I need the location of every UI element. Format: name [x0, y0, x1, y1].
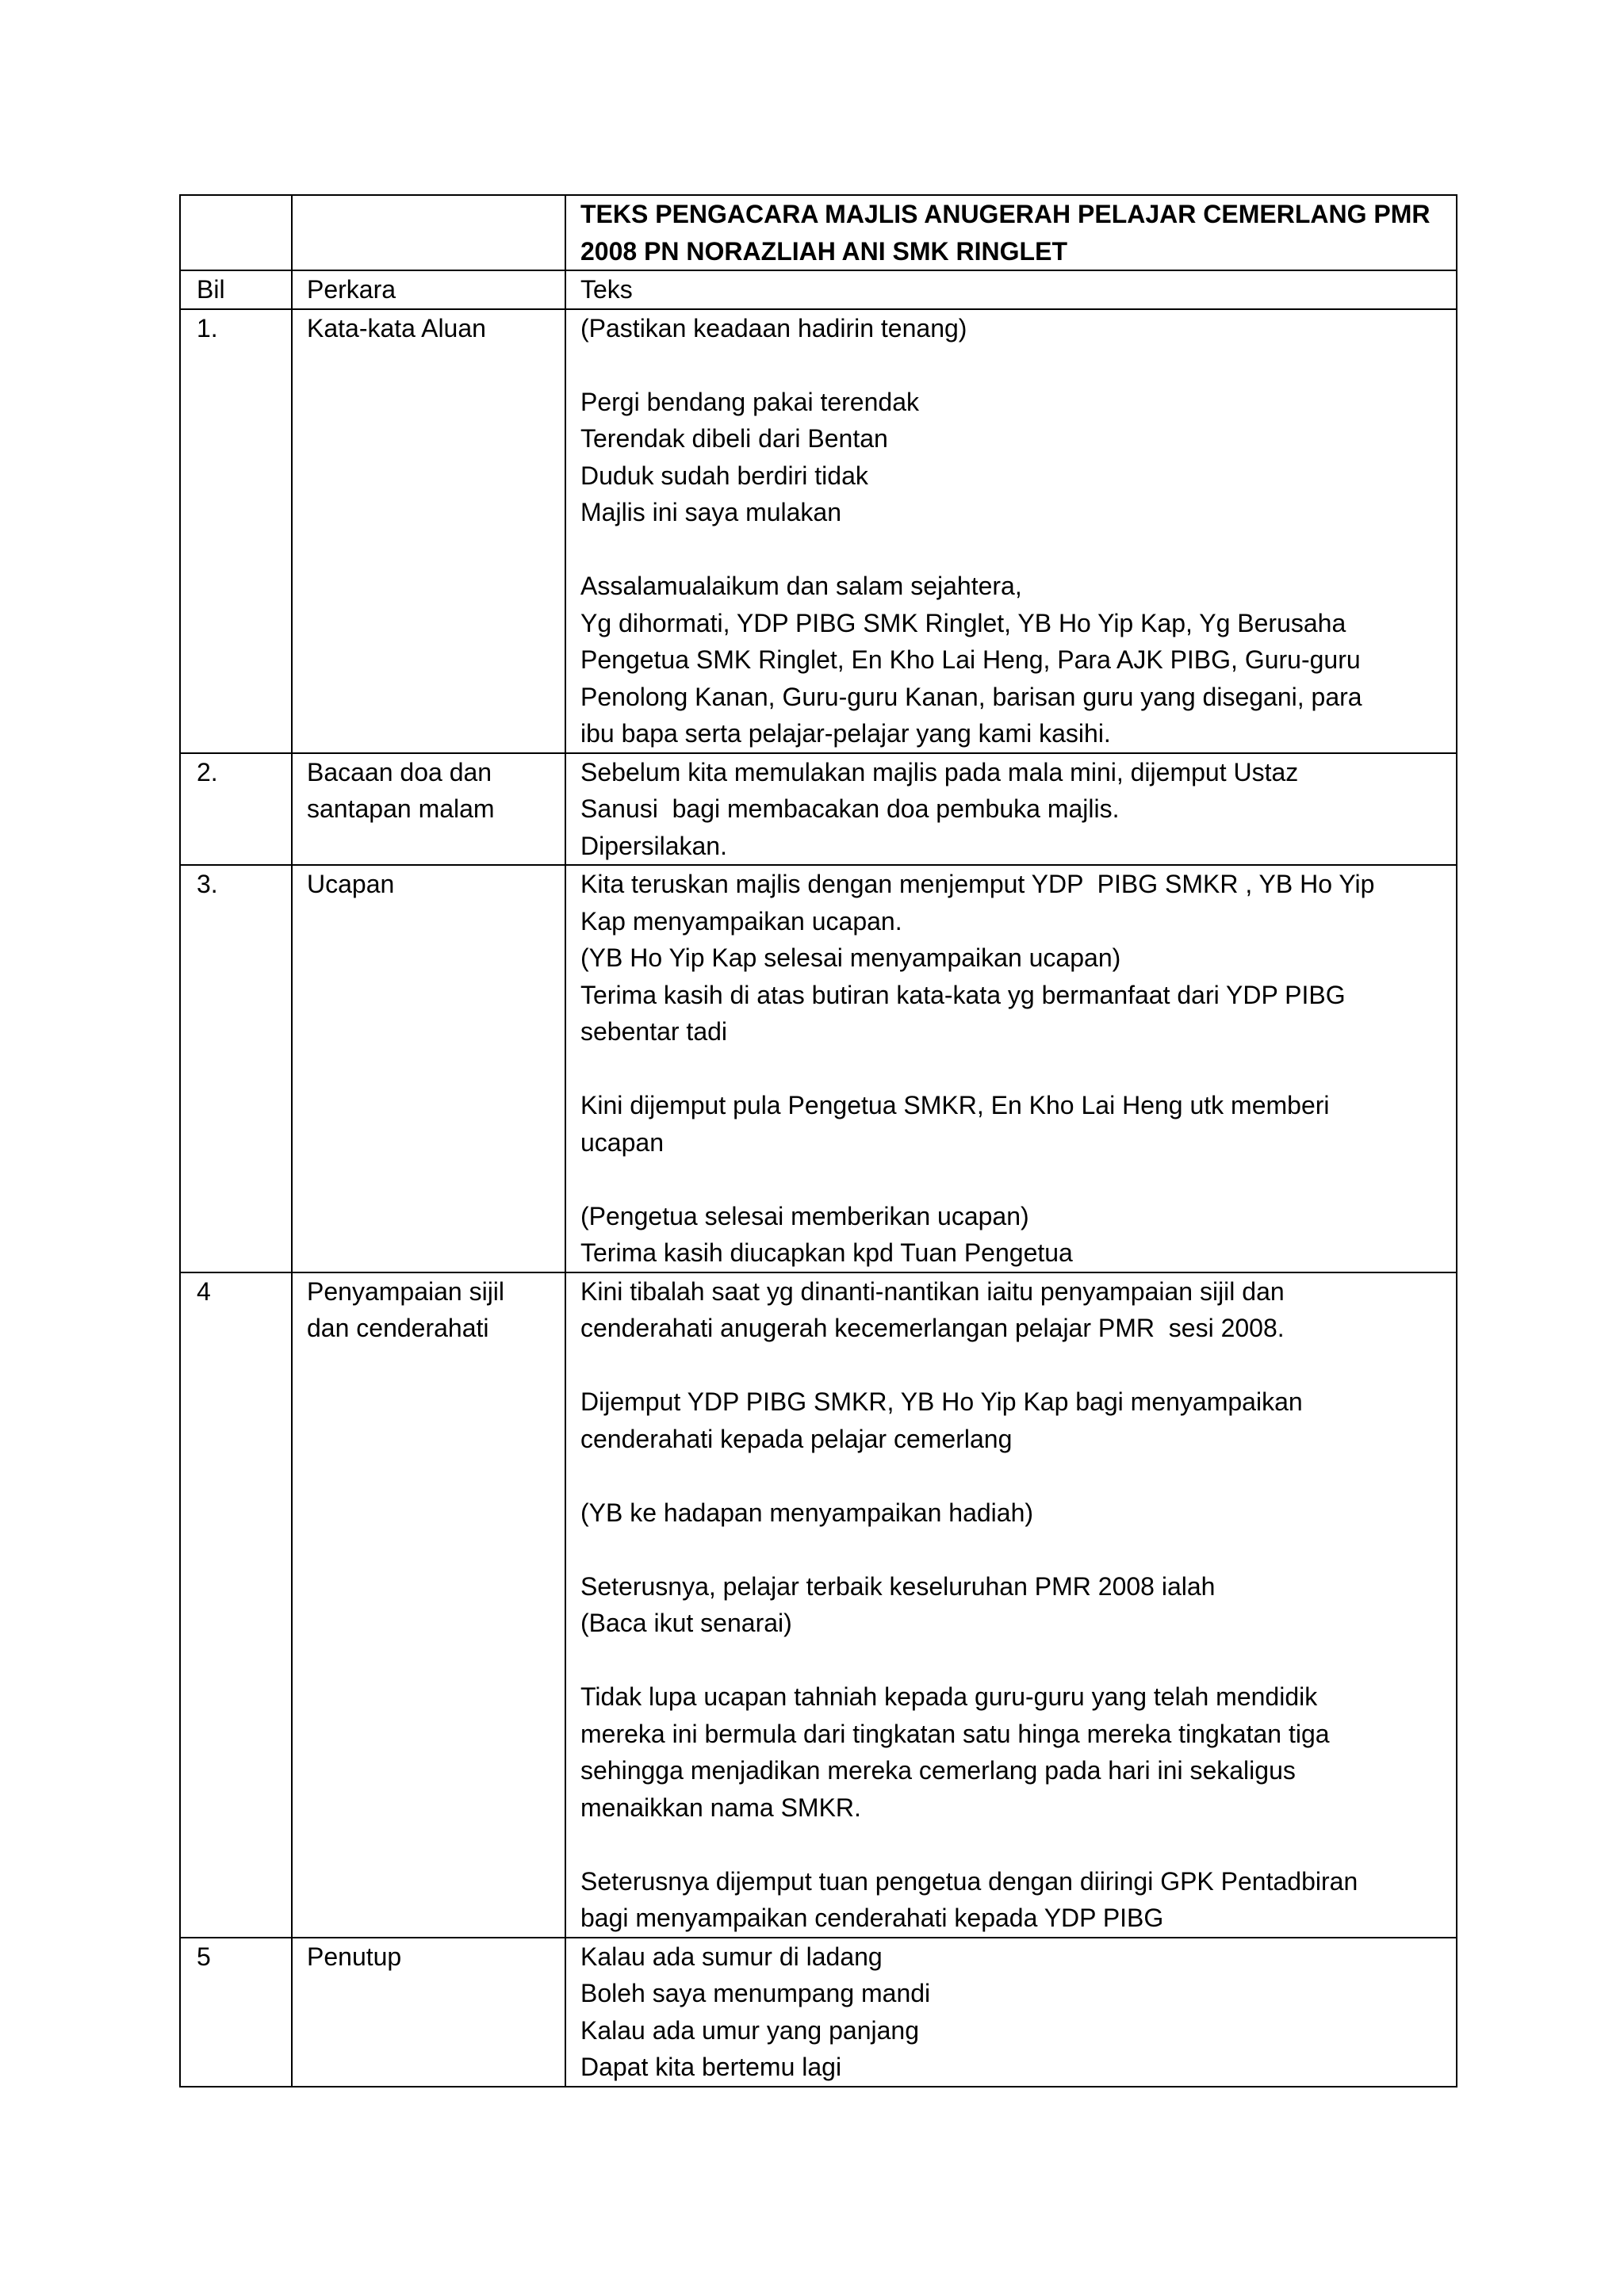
- text-line: ucapan: [580, 1127, 664, 1157]
- text-line: Kap menyampaikan ucapan.: [580, 906, 902, 936]
- text-line: Kalau ada sumur di ladang: [580, 1942, 883, 1971]
- row-item-cell: [292, 309, 565, 753]
- text-line: Dijemput YDP PIBG SMKR, YB Ho Yip Kap bagi menyampaikan: [580, 1387, 1303, 1416]
- row-text-cell: [565, 865, 1457, 1272]
- text-line: Terima kasih diucapkan kpd Tuan Pengetua: [580, 1238, 1073, 1267]
- row-item-line: santapan malam: [307, 794, 495, 823]
- blank-line: [580, 1457, 1442, 1494]
- row-item-line: Penyampaian sijil: [307, 1276, 505, 1306]
- row-text-cell: [565, 753, 1457, 866]
- text-line: (Pastikan keadaan hadirin tenang): [580, 313, 967, 342]
- blank-line: [580, 1531, 1442, 1568]
- text-line: Pengetua SMK Ringlet, En Kho Lai Heng, Para AJK PIBG, Guru-guru: [580, 645, 1361, 674]
- table-row: [180, 753, 1457, 866]
- text-line: cenderahati anugerah kecemerlangan pelajar PMR sesi 2008.: [580, 1314, 1285, 1342]
- header-perkara-label: Perkara: [307, 275, 396, 304]
- row-number-cell: [180, 1272, 292, 1938]
- blank-line: [580, 1050, 1442, 1088]
- text-line: Seterusnya, pelajar terbaik keseluruhan PMR 2008 ialah: [580, 1571, 1216, 1601]
- text-line: Yg dihormati, YDP PIBG SMK Ringlet, YB Ho Yip Kap, Yg Berusaha: [580, 608, 1346, 637]
- document-title-cell: [565, 195, 1457, 270]
- table-row: [180, 1938, 1457, 2087]
- header-perkara: [292, 270, 565, 309]
- text-line: Tidak lupa ucapan tahniah kepada guru-guru yang telah mendidik: [580, 1682, 1318, 1711]
- text-line: cenderahati kepada pelajar cemerlang: [580, 1424, 1013, 1453]
- header-teks-label: Teks: [580, 275, 633, 304]
- text-line: Sebelum kita memulakan majlis pada mala mini, dijemput Ustaz: [580, 757, 1299, 786]
- text-line: (Baca ikut senarai): [580, 1609, 792, 1637]
- text-line: (Pengetua selesai memberikan ucapan): [580, 1201, 1029, 1230]
- blank-line: [580, 1642, 1442, 1679]
- script-rows: [180, 309, 1457, 2087]
- text-line: Kita teruskan majlis dengan menjemput YDP PIBG SMKR , YB Ho Yip: [580, 870, 1375, 898]
- title-row: [180, 195, 1457, 270]
- row-item-cell: [292, 865, 565, 1272]
- text-line: Kini dijemput pula Pengetua SMKR, En Kho Lai Heng utk memberi: [580, 1091, 1330, 1119]
- header-bil-label: Bil: [197, 275, 225, 304]
- text-line: Dipersilakan.: [580, 831, 727, 860]
- document-title-line: 2008 PN NORAZLIAH ANI SMK RINGLET: [580, 236, 1067, 266]
- row-number-cell: [180, 865, 292, 1272]
- text-line: Penolong Kanan, Guru-guru Kanan, barisan guru yang disegani, para: [580, 682, 1362, 711]
- row-text-cell: [565, 1272, 1457, 1938]
- text-line: Kalau ada umur yang panjang: [580, 2015, 919, 2045]
- row-number: 3.: [197, 870, 218, 898]
- row-number-cell: [180, 1938, 292, 2087]
- row-item-line: Ucapan: [307, 870, 395, 898]
- document-title-line: TEKS PENGACARA MAJLIS ANUGERAH PELAJAR CEMERLANG PMR: [580, 200, 1431, 228]
- table-row: [180, 1272, 1457, 1938]
- text-line: Kini tibalah saat yg dinanti-nantikan iaitu penyampaian sijil dan: [580, 1276, 1285, 1306]
- table-row: [180, 309, 1457, 753]
- text-line: Seterusnya dijemput tuan pengetua dengan diiringi GPK Pentadbiran: [580, 1866, 1358, 1896]
- text-line: sebentar tadi: [580, 1017, 728, 1046]
- text-line: bagi menyampaikan cenderahati kepada YDP PIBG: [580, 1904, 1164, 1932]
- text-line: mereka ini bermula dari tingkatan satu hinga mereka tingkatan tiga: [580, 1719, 1330, 1748]
- header-teks: [565, 270, 1457, 309]
- text-line: Boleh saya menumpang mandi: [580, 1979, 931, 2007]
- row-number: 1.: [197, 313, 218, 342]
- row-item-cell: [292, 753, 565, 866]
- blank-line: [580, 1826, 1442, 1863]
- text-line: Duduk sudah berdiri tidak: [580, 461, 868, 490]
- row-text-cell: [565, 309, 1457, 753]
- text-line: (YB Ho Yip Kap selesai menyampaikan ucapan): [580, 943, 1121, 972]
- header-bil: [180, 270, 292, 309]
- text-line: Terima kasih di atas butiran kata-kata yg bermanfaat dari YDP PIBG: [580, 980, 1346, 1009]
- text-line: Majlis ini saya mulakan: [580, 498, 842, 526]
- title-empty-cell-bil: [180, 195, 292, 270]
- row-item-cell: [292, 1272, 565, 1938]
- row-item-line: Kata-kata Aluan: [307, 313, 486, 342]
- text-line: ibu bapa serta pelajar-pelajar yang kami kasihi.: [580, 719, 1111, 748]
- blank-line: [580, 531, 1442, 568]
- row-item-cell: [292, 1938, 565, 2087]
- title-empty-cell-perkara: [292, 195, 565, 270]
- row-text-cell: [565, 1938, 1457, 2087]
- text-line: Sanusi bagi membacakan doa pembuka majlis.: [580, 794, 1120, 823]
- blank-line: [580, 1161, 1442, 1198]
- emcee-script-table: [179, 194, 1457, 2087]
- row-item-line: Bacaan doa dan: [307, 757, 492, 786]
- row-number: 2.: [197, 757, 218, 786]
- text-line: Pergi bendang pakai terendak: [580, 387, 919, 416]
- row-number-cell: [180, 309, 292, 753]
- text-line: (YB ke hadapan menyampaikan hadiah): [580, 1498, 1034, 1527]
- row-number: 5: [197, 1942, 211, 1971]
- row-item-line: Penutup: [307, 1942, 402, 1971]
- row-item-line: dan cenderahati: [307, 1314, 489, 1342]
- blank-line: [580, 1347, 1442, 1384]
- header-row: [180, 270, 1457, 309]
- text-line: Assalamualaikum dan salam sejahtera,: [580, 572, 1022, 600]
- text-line: Dapat kita bertemu lagi: [580, 2053, 842, 2081]
- blank-line: [580, 346, 1442, 384]
- text-line: menaikkan nama SMKR.: [580, 1793, 861, 1822]
- text-line: Terendak dibeli dari Bentan: [580, 424, 888, 453]
- text-line: sehingga menjadikan mereka cemerlang pada hari ini sekaligus: [580, 1756, 1296, 1785]
- row-number: 4: [197, 1276, 211, 1306]
- table-row: [180, 865, 1457, 1272]
- row-number-cell: [180, 753, 292, 866]
